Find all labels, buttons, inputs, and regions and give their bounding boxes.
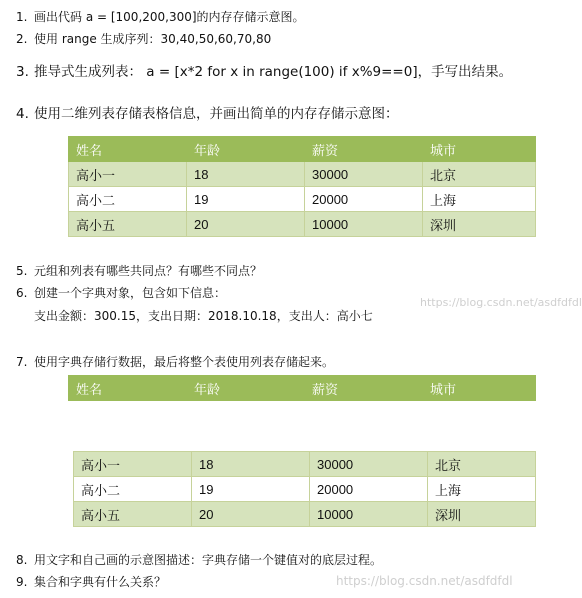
table-cell: 20 <box>187 212 305 237</box>
item-text: 推导式生成列表： a = [x*2 for x in range(100) if x%9==0]，手写出结果。 <box>34 64 513 80</box>
table-cell: 高小一 <box>74 452 192 477</box>
question-3 <box>16 64 512 80</box>
table-cell: 18 <box>187 162 305 187</box>
item-text: 使用字典存储行数据，最后将整个表使用列表存储起来。 <box>34 355 335 369</box>
header-cell: 城市 <box>423 137 536 162</box>
header-cell: 姓名 <box>69 137 187 162</box>
table-cell: 30000 <box>305 162 423 187</box>
table-cell: 上海 <box>423 187 536 212</box>
header-cell: 姓名 <box>69 376 187 401</box>
table-2-header <box>68 375 536 401</box>
item-text: 使用 range 生成序列：30,40,50,60,70,80 <box>34 32 272 46</box>
header-cell: 薪资 <box>305 137 423 162</box>
table-2-body <box>73 451 536 527</box>
table-cell: 北京 <box>428 452 536 477</box>
table-cell: 高小二 <box>69 187 187 212</box>
item-number: 8. <box>16 553 28 567</box>
item-text: 创建一个字典对象，包含如下信息： <box>34 286 227 300</box>
question-9 <box>16 574 166 590</box>
table-cell: 高小五 <box>74 502 192 527</box>
question-2 <box>16 31 271 47</box>
table-cell: 20000 <box>310 477 428 502</box>
item-number: 3. <box>16 64 29 80</box>
table-cell: 上海 <box>428 477 536 502</box>
item-number: 9. <box>16 575 28 589</box>
question-5 <box>16 263 262 279</box>
table-row <box>69 212 536 237</box>
header-cell: 城市 <box>423 376 536 401</box>
table-header-row <box>69 137 536 162</box>
item-6-detail: 支出金额：300.15，支出日期：2018.10.18，支出人：高小七 <box>34 309 373 323</box>
table-row <box>74 452 536 477</box>
item-text: 使用二维列表存储表格信息，并画出简单的内存存储示意图： <box>34 106 399 122</box>
item-number: 6. <box>16 286 28 300</box>
table-row <box>74 477 536 502</box>
item-number: 2. <box>16 32 28 46</box>
table-cell: 30000 <box>310 452 428 477</box>
table-row <box>74 502 536 527</box>
header-cell: 年龄 <box>187 137 305 162</box>
table-1 <box>68 136 536 237</box>
question-4 <box>16 106 399 122</box>
question-7 <box>16 354 334 370</box>
item-text: 用文字和自己画的示意图描述：字典存储一个键值对的底层过程。 <box>34 553 383 567</box>
table-cell: 18 <box>192 452 310 477</box>
table-header-row <box>69 376 536 401</box>
question-6 <box>16 285 226 301</box>
table-cell: 高小一 <box>69 162 187 187</box>
table-cell: 10000 <box>310 502 428 527</box>
item-text: 画出代码 a = [100,200,300]的内存存储示意图。 <box>34 10 305 24</box>
table-cell: 高小五 <box>69 212 187 237</box>
table-cell: 深圳 <box>423 212 536 237</box>
table-cell: 深圳 <box>428 502 536 527</box>
table-cell: 10000 <box>305 212 423 237</box>
header-cell: 年龄 <box>187 376 305 401</box>
table-cell: 20000 <box>305 187 423 212</box>
item-number: 1. <box>16 10 28 24</box>
header-cell: 薪资 <box>305 376 423 401</box>
table-cell: 高小二 <box>74 477 192 502</box>
item-number: 7. <box>16 355 28 369</box>
table-cell: 20 <box>192 502 310 527</box>
item-number: 4. <box>16 106 29 122</box>
table-cell: 19 <box>192 477 310 502</box>
watermark: https://blog.csdn.net/asdfdfdl <box>336 574 513 588</box>
item-text: 元组和列表有哪些共同点？有哪些不同点？ <box>34 264 263 278</box>
table-cell: 19 <box>187 187 305 212</box>
question-8 <box>16 552 382 568</box>
item-number: 5. <box>16 264 28 278</box>
watermark: https://blog.csdn.net/asdfdfdl <box>420 296 582 309</box>
table-row <box>69 187 536 212</box>
question-1 <box>16 9 305 25</box>
table-row <box>69 162 536 187</box>
item-text: 集合和字典有什么关系？ <box>34 575 167 589</box>
table-cell: 北京 <box>423 162 536 187</box>
